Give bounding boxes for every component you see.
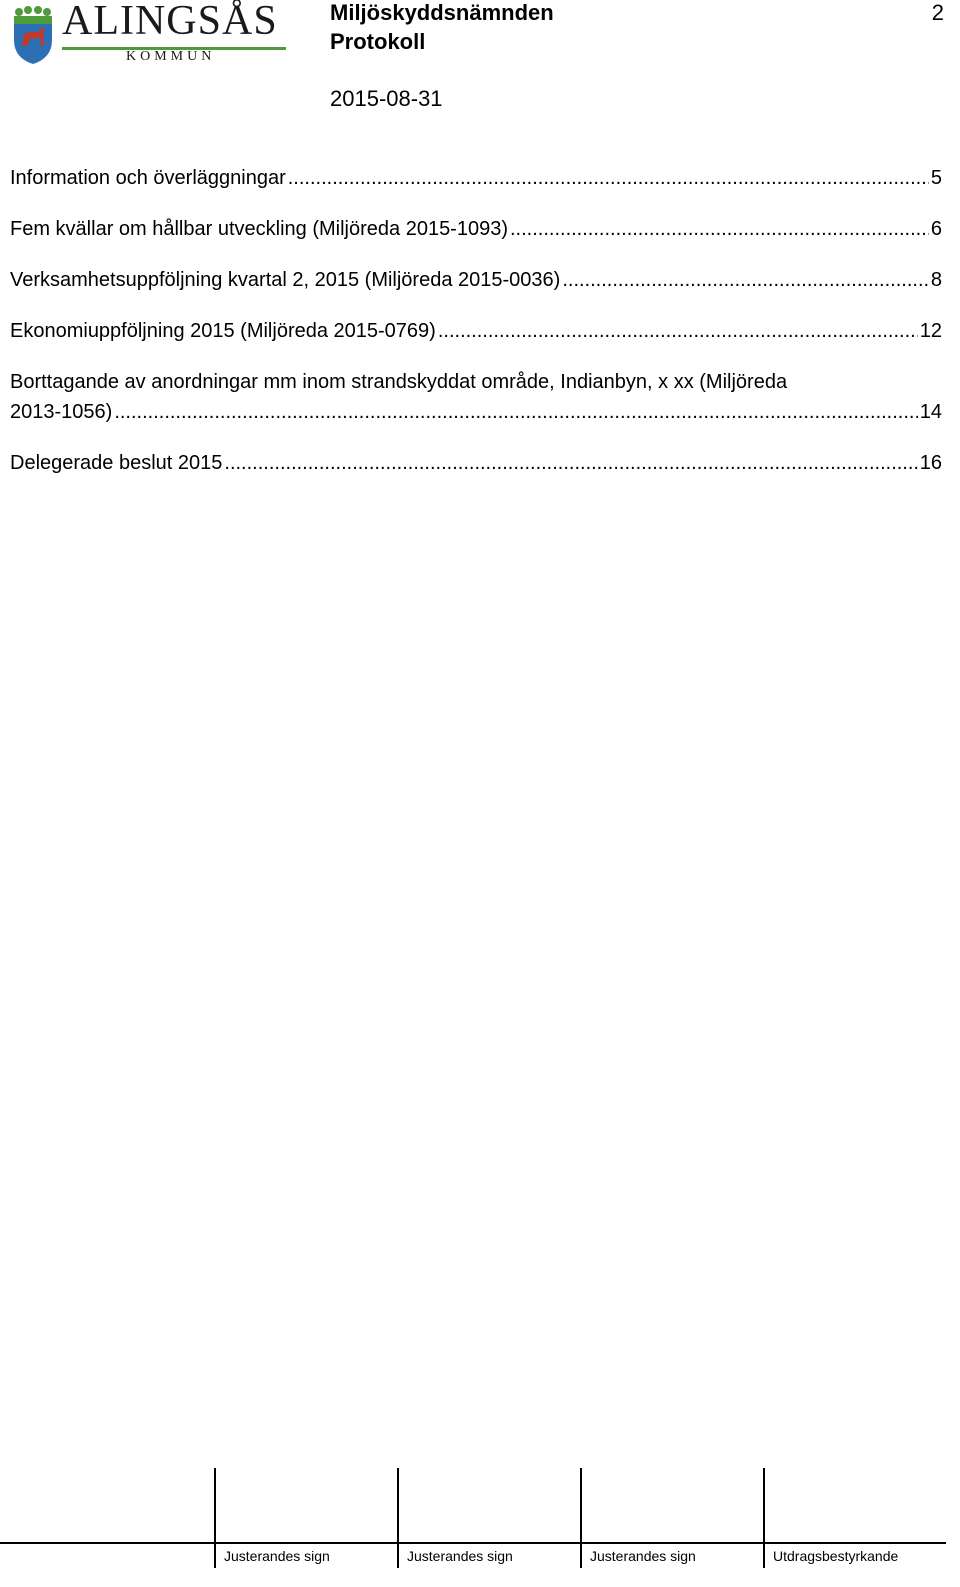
toc-item-page: 14 — [919, 401, 942, 423]
footer-rule — [0, 1542, 946, 1544]
toc-leader-dots — [224, 448, 917, 478]
logo-subtitle: KOMMUN — [126, 49, 216, 64]
toc-leader-dots — [288, 163, 929, 193]
document-type: Protokoll — [330, 29, 426, 54]
toc-leader-dots — [438, 316, 918, 346]
toc-leader-dots — [114, 397, 917, 427]
toc-leader-dots — [510, 214, 929, 244]
footer-divider — [580, 1468, 582, 1568]
certification-field-label: Utdragsbestyrkande — [773, 1548, 899, 1564]
footer-divider — [214, 1468, 216, 1568]
toc-item-title: Ekonomiuppföljning 2015 (Miljöreda 2015-0769) — [10, 320, 436, 342]
toc-item[interactable] — [10, 316, 942, 346]
page-number: 2 — [931, 0, 944, 25]
toc-item-page: 6 — [930, 218, 942, 240]
toc-item-title: Delegerade beslut 2015 — [10, 452, 223, 474]
footer-divider — [397, 1468, 399, 1568]
logo-wordmark: ALINGSÅS — [62, 0, 278, 44]
toc-item-title: Information och överläggningar — [10, 167, 286, 189]
toc-item-page: 8 — [930, 269, 942, 291]
footer-divider — [763, 1468, 765, 1568]
coat-of-arms-icon — [10, 6, 56, 66]
toc-item[interactable] — [10, 214, 942, 244]
signature-field-label: Justerandes sign — [590, 1548, 696, 1564]
toc-leader-dots — [562, 265, 929, 295]
toc-item[interactable] — [10, 163, 942, 193]
toc-item[interactable] — [10, 265, 942, 295]
signature-field-label: Justerandes sign — [407, 1548, 513, 1564]
toc-item-title: Fem kvällar om hållbar utveckling (Miljöreda 2015-1093) — [10, 218, 508, 240]
toc-item[interactable] — [10, 448, 942, 478]
toc-item-title: 2013-1056) — [10, 401, 113, 423]
committee-name: Miljöskyddsnämnden — [330, 0, 554, 25]
meeting-date: 2015-08-31 — [330, 86, 443, 111]
toc-item-title: Verksamhetsuppföljning kvartal 2, 2015 (Miljöreda 2015-0036) — [10, 269, 561, 291]
table-of-contents — [10, 163, 942, 499]
toc-item-page: 12 — [919, 320, 942, 342]
municipality-logo — [10, 0, 288, 66]
toc-item-page: 16 — [919, 452, 942, 474]
signature-field-label: Justerandes sign — [224, 1548, 330, 1564]
toc-item-page: 5 — [930, 167, 942, 189]
toc-item-title-line1: Borttagande av anordningar mm inom strandskyddat område, Indianbyn, x xx (Miljöreda — [10, 371, 788, 393]
toc-item[interactable] — [10, 367, 942, 427]
signature-footer — [0, 1468, 960, 1587]
